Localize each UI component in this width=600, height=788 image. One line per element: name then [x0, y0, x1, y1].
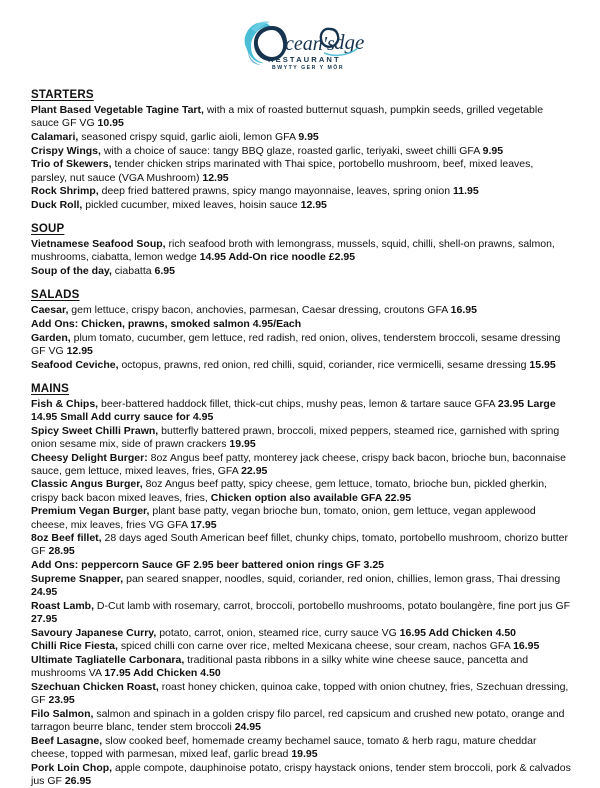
- menu-item-description: spiced chilli con carne over rice, melted Mexicana cheese, sour cream, nachos GFA: [117, 640, 514, 653]
- menu-item-name: Ultimate Tagliatelle Carbonara,: [31, 654, 185, 667]
- section-title: SOUP: [31, 223, 65, 236]
- menu-item: [31, 318, 572, 331]
- menu-item-name: Spicy Sweet Chilli Prawn,: [31, 424, 159, 437]
- menu-item-price: 16.95: [450, 304, 477, 317]
- menu-item-name: Roast Lamb,: [31, 599, 95, 612]
- menu-item-description: beer-battered haddock fillet, thick-cut chips, mushy peas, lemon & tartare sauce GFA: [98, 397, 498, 410]
- menu-item: [31, 332, 572, 358]
- menu-item-name: Calamari,: [31, 130, 79, 143]
- menu-item-price: 24.95: [234, 721, 261, 734]
- menu-section: [31, 288, 572, 372]
- menu-item-name: Plant Based Vegetable Tagine Tart,: [31, 104, 204, 116]
- menu-item-price: 6.95: [154, 265, 175, 278]
- menu-item: [31, 735, 572, 761]
- menu-item: [31, 104, 572, 130]
- menu-section: [31, 382, 572, 788]
- menu-item-price: 12.95: [202, 171, 229, 184]
- menu-section: [31, 88, 572, 212]
- section-title: SALADS: [31, 289, 80, 302]
- menu-item: [31, 425, 572, 451]
- menu-item-name: Szechuan Chicken Roast,: [31, 681, 159, 694]
- menu-item: [31, 505, 572, 531]
- menu-item: [31, 559, 572, 572]
- menu-item-name: Filo Salmon,: [31, 707, 94, 720]
- menu-item: [31, 708, 572, 734]
- menu-item-description: roast honey chicken, quinoa cake, topped with onion chutney, fries, Szechuan dressing, GF: [31, 681, 569, 707]
- menu-section: [31, 222, 572, 278]
- menu-item-name: Chilli Rice Fiesta,: [31, 640, 118, 653]
- menu-item: [31, 199, 572, 212]
- menu-item-description: D-Cut lamb with rosemary, carrot, broccoli, portobello mushrooms, potato boulangère, fine port jus GF: [94, 599, 571, 612]
- menu-item-name: Fish & Chips,: [31, 397, 99, 410]
- menu-item: [31, 681, 572, 707]
- menu-item-name: Premium Vegan Burger,: [31, 505, 150, 518]
- menu-item-name: Seafood Ceviche,: [31, 358, 119, 371]
- menu-item-name: Supreme Snapper,: [31, 572, 124, 585]
- menu-item-name: Cheesy Delight Burger:: [31, 451, 148, 464]
- menu-item-description: plant base patty, vegan brioche bun, tomato, onion, gem lettuce, vegan applewood cheese, mix leaves, fries VG GFA: [31, 505, 536, 531]
- logo-welsh-tagline: BWYTY GER Y MÔR: [271, 65, 344, 71]
- menu-item-price: 9.95: [482, 144, 504, 157]
- restaurant-logo: [31, 0, 572, 88]
- menu-item-price: 22.95: [241, 464, 268, 477]
- menu-item: [31, 359, 572, 372]
- menu-item: [31, 304, 572, 317]
- menu-item-name: Pork Loin Chop,: [31, 761, 113, 774]
- menu-item-addons: Add Ons: peppercorn Sauce GF 2.95 beer battered onion rings GF 3.25: [31, 559, 384, 572]
- menu-item-description: slow cooked beef, homemade creamy bechamel sauce, tomato & herb ragu, mature cheddar cheese, topped with parmesan, mixed leaf, garlic bread: [31, 734, 537, 761]
- menu-item-name: Rock Shrimp,: [31, 185, 99, 198]
- menu-item-name: Soup of the day,: [31, 265, 112, 278]
- menu-item-name: Duck Roll,: [31, 198, 83, 211]
- menu-item-description: 28 days aged South American beef fillet, chunky chips, tomato, portobello mushroom, chorizo butter GF: [31, 532, 568, 558]
- menu-item-price: 12.95: [66, 344, 93, 357]
- menu-item: [31, 478, 572, 504]
- menu-item-description: seasoned crispy squid, garlic aioli, lemon GFA: [78, 130, 299, 143]
- logo-graphic: [238, 17, 366, 71]
- menu-item-name: Trio of Skewers,: [31, 158, 112, 171]
- menu-item-description: rich seafood broth with lemongrass, mussels, squid, chilli, shell-on prawns, salmon, mushrooms, ciabatta, lemon wedge: [31, 238, 555, 264]
- section-title: STARTERS: [31, 89, 94, 101]
- menu-item-price: 23.95 Large 14.95 Small Add curry sauce for 4.95: [31, 397, 556, 423]
- menu-item-description: with a mix of roasted butternut squash, pumpkin seeds, grilled vegetable sauce GF VG: [31, 104, 544, 130]
- menu-item-name: Classic Angus Burger,: [31, 478, 143, 491]
- menu-item-price: 23.95: [48, 694, 75, 707]
- svg-text:dge: dge: [333, 30, 364, 54]
- menu-item: [31, 238, 572, 264]
- menu-item-name: Savoury Japanese Curry,: [31, 626, 157, 639]
- section-title: MAINS: [31, 382, 70, 395]
- menu-item-description: pan seared snapper, noodles, squid, coriander, red onion, chillies, lemon grass, Thai dressing: [123, 572, 561, 585]
- menu-item-description: butterfly battered prawn, broccoli, mixed peppers, steamed rice, garnished with spring onion sesame mix, side of prawn crackers: [31, 424, 560, 450]
- menu-item-description: deep fried battered prawns, spicy mango mayonnaise, leaves, spring onion: [98, 185, 453, 198]
- menu-item-price: 24.95: [31, 586, 58, 599]
- menu-item: [31, 654, 572, 680]
- menu-item-name: Vietnamese Seafood Soup,: [31, 238, 166, 251]
- menu-item-description: pickled cucumber, mixed leaves, hoisin sauce: [82, 198, 301, 211]
- menu-item-description: tender chicken strips marinated with Thai spice, portobello mushroom, beef, mixed leaves, parsley, nut sauce (VGA Mushroom): [31, 158, 534, 184]
- menu-item-price: Chicken option also available GFA 22.95: [210, 491, 412, 504]
- menu-item-price: 10.95: [97, 117, 124, 130]
- menu-item-price: 11.95: [452, 185, 479, 198]
- menu-item-price: 27.95: [31, 613, 58, 625]
- menu-item: [31, 573, 572, 599]
- menu-item-price: 17.95: [190, 518, 217, 531]
- menu-item-description: salmon and spinach in a golden crispy filo parcel, red capsicum and crushed new potato, orange and tarragon beurre blanc, tender stem broccoli: [31, 707, 565, 734]
- menu-item: [31, 762, 572, 788]
- logo-restaurant-word: RESTAURANT: [267, 55, 341, 64]
- menu-item: [31, 532, 572, 558]
- menu-item-description: gem lettuce, crispy bacon, anchovies, parmesan, Caesar dressing, croutons GFA: [68, 304, 451, 317]
- menu-item-description: plum tomato, cucumber, gem lettuce, red radish, red onion, olives, tenderstem broccoli, sesame dressing GF VG: [31, 331, 561, 357]
- menu-item: [31, 185, 572, 198]
- menu-item-description: apple compote, dauphinoise potato, crispy haystack onions, tender stem broccoli, pork & calvados jus GF: [31, 761, 571, 787]
- menu-item: [31, 398, 572, 424]
- menu-item: [31, 600, 572, 626]
- menu-item: [31, 452, 572, 478]
- menu-item-description: ciabatta: [111, 265, 155, 278]
- menu-item-price: 12.95: [300, 198, 327, 211]
- menu-item-price: 16.95: [513, 640, 540, 653]
- menu-item-price: 16.95 Add Chicken 4.50: [399, 626, 517, 639]
- menu-item-description: traditional pasta ribbons in a silky white wine cheese sauce, pancetta and mushrooms VA: [31, 654, 529, 680]
- menu-item: [31, 640, 572, 653]
- menu-item-name: 8oz Beef fillet,: [31, 532, 102, 545]
- menu-item-price: 19.95: [229, 437, 256, 450]
- menu-item-name: Beef Lasagne,: [31, 734, 103, 747]
- menu-item: [31, 145, 572, 158]
- menu-item-description: with a choice of sauce: tangy BBQ glaze, roasted garlic, teriyaki, sweet chilli GFA: [100, 144, 483, 157]
- menu-item-description: octopus, prawns, red onion, red chilli, squid, coriander, rice vermicelli, sesame dressing: [118, 358, 530, 371]
- menu-item: [31, 265, 572, 278]
- menu-item-addons: Add Ons: Chicken, prawns, smoked salmon 4.95/Each: [31, 317, 302, 330]
- menu-item-price: 15.95: [529, 358, 556, 371]
- menu-item-price: 26.95: [64, 774, 92, 787]
- menu-item-price: 14.95 Add-On rice noodle £2.95: [199, 251, 356, 264]
- menu-item: [31, 158, 572, 184]
- menu-item: [31, 131, 572, 144]
- svg-text:cean's: cean's: [284, 33, 335, 55]
- menu-item-description: potato, carrot, onion, steamed rice, curry sauce VG: [156, 626, 400, 639]
- menu-item-description: 8oz Angus beef patty, monterey jack cheese, crispy back bacon, brioche bun, baconnaise sauce, gem lettuce, mixed leaves, fries, GFA: [31, 451, 567, 477]
- menu-item-price: 9.95: [298, 130, 319, 143]
- menu-item-price: 19.95: [291, 748, 318, 761]
- menu-sections: [31, 88, 572, 788]
- menu-item: [31, 627, 572, 640]
- menu-item-price: 17.95 Add Chicken 4.50: [104, 667, 221, 680]
- menu-item-description: 8oz Angus beef patty, spicy cheese, gem lettuce, tomato, brioche bun, pickled gherkin, crispy back bacon mixed leaves, fries,: [31, 478, 547, 504]
- menu-item-price: 28.95: [48, 545, 75, 558]
- menu-item-name: Garden,: [31, 331, 71, 344]
- menu-item-name: Crispy Wings,: [31, 144, 101, 157]
- menu-item-name: Caesar,: [31, 304, 69, 317]
